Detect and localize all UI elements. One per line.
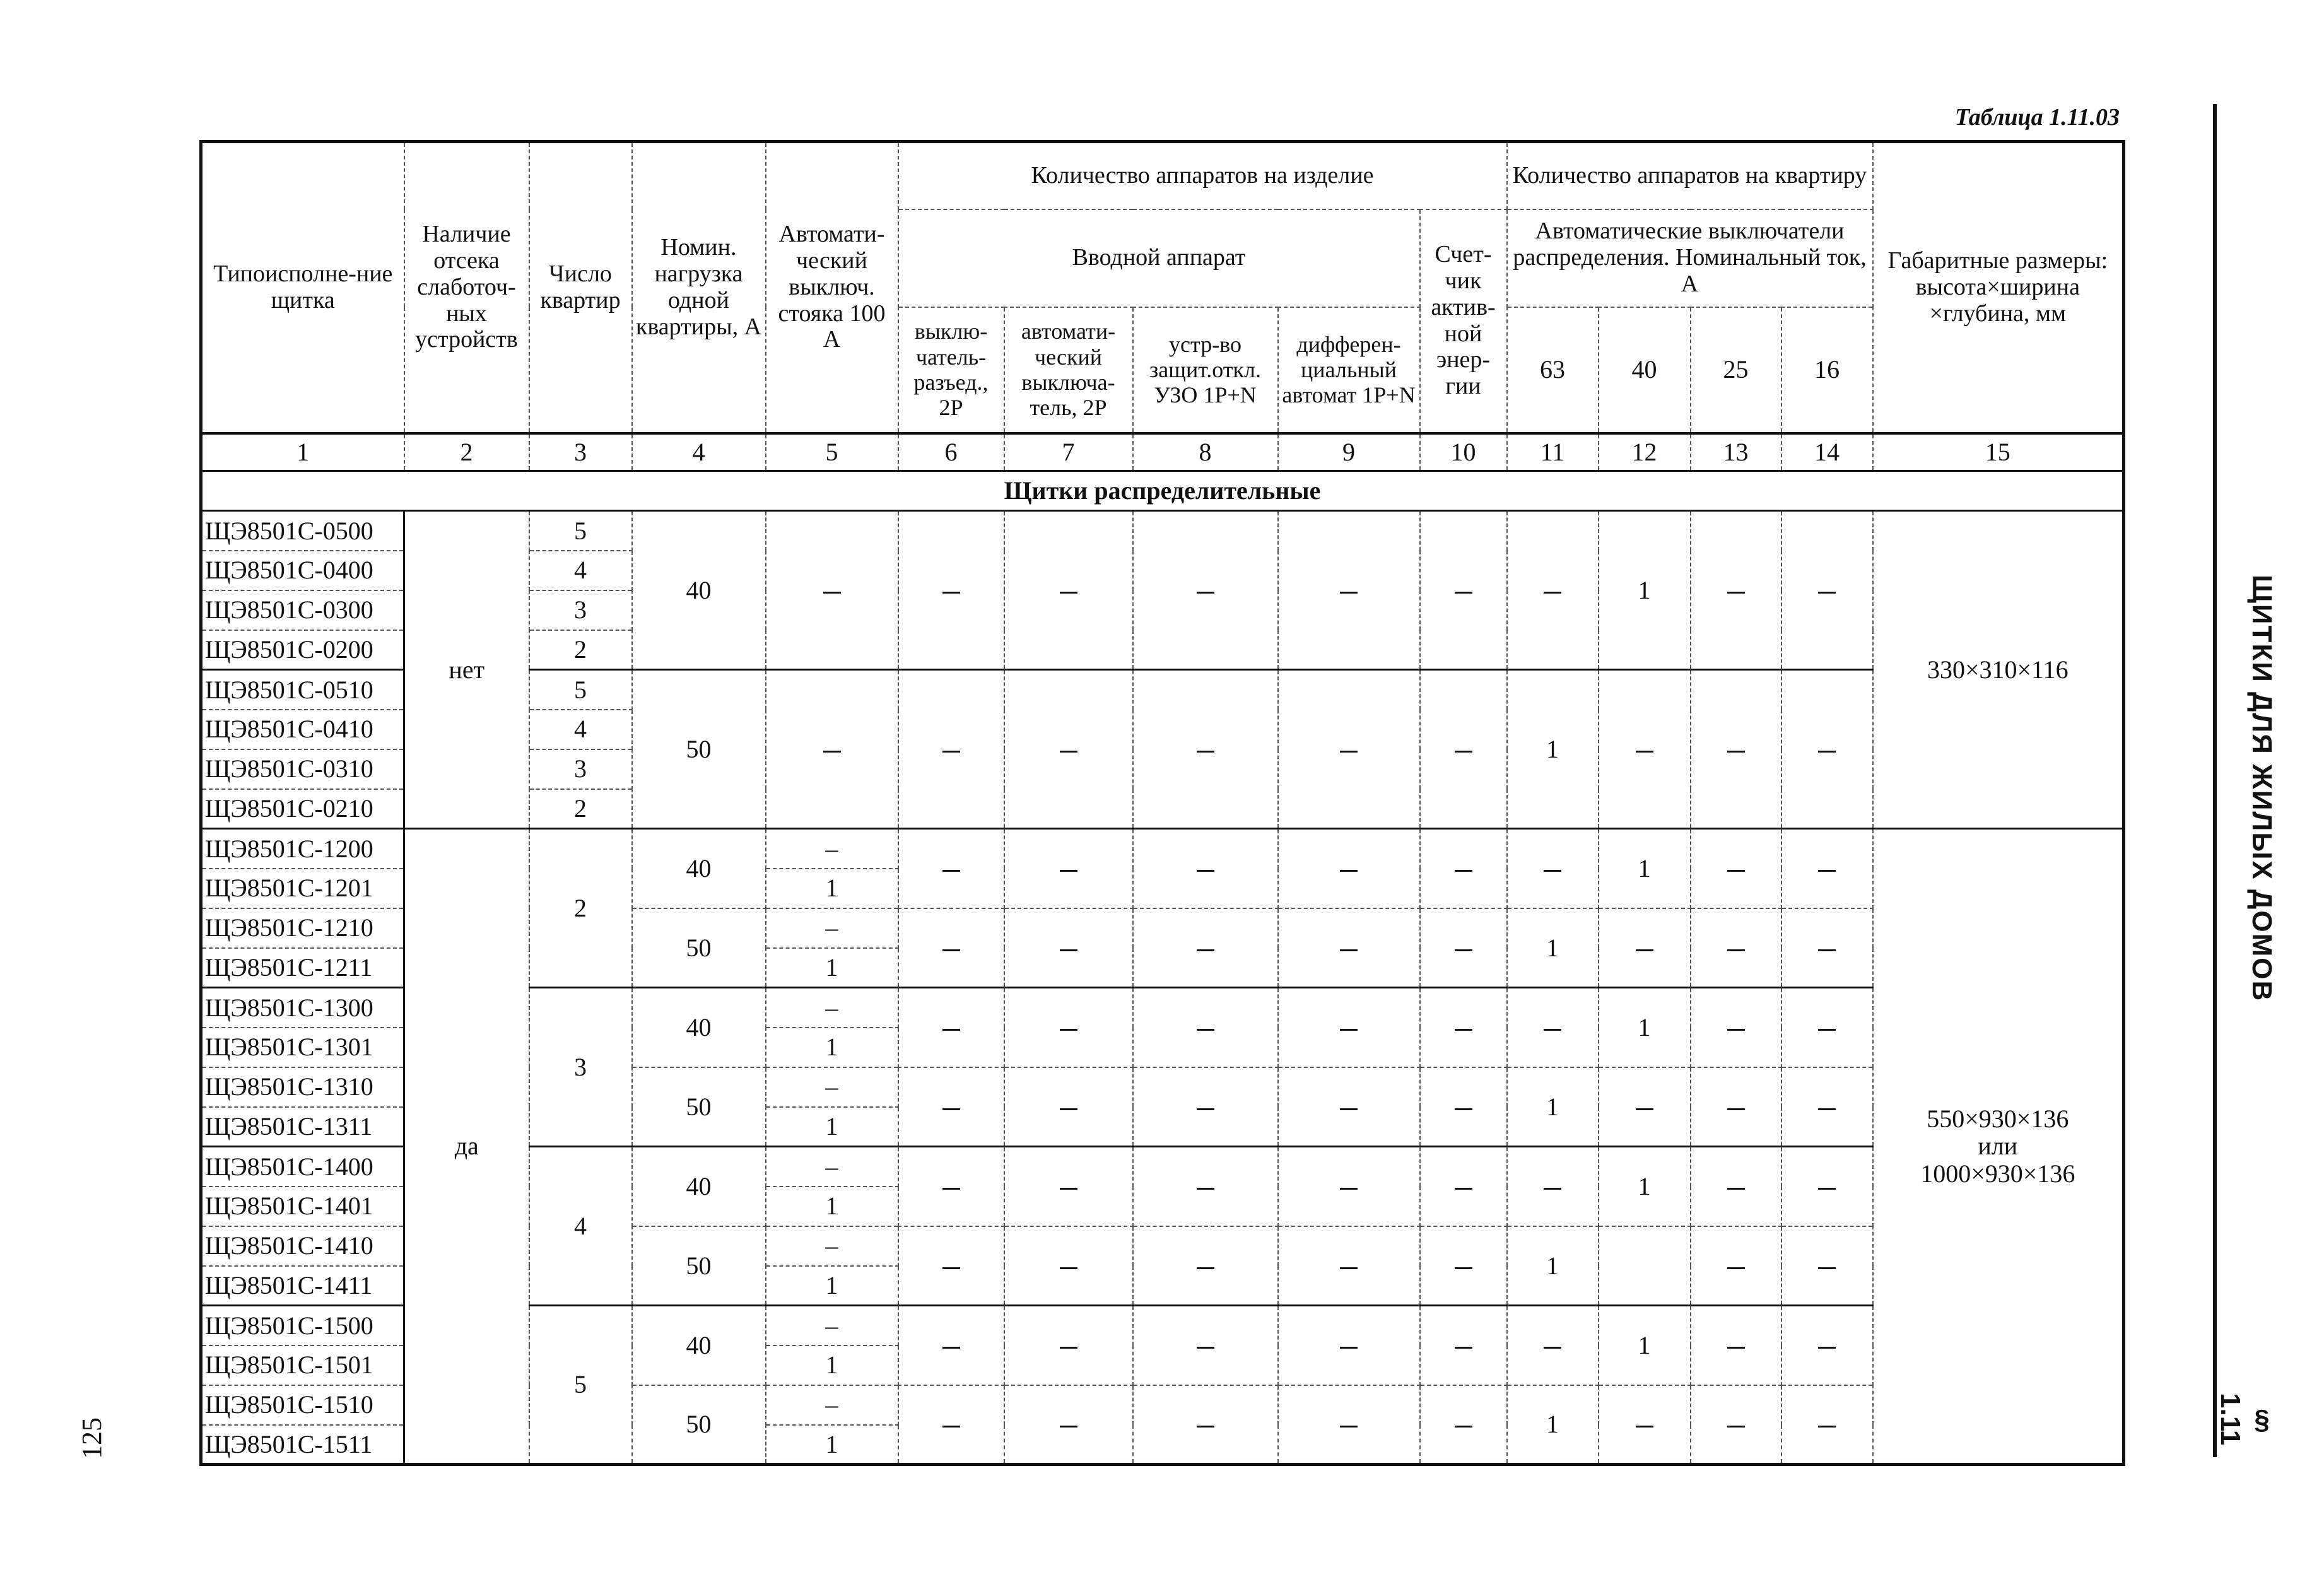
a40-count: 1 xyxy=(1599,1147,1691,1226)
a25-none xyxy=(1691,670,1781,829)
load-value: 40 xyxy=(632,511,766,670)
rcd-none xyxy=(1133,1147,1278,1226)
diff-auto-none xyxy=(1278,1226,1420,1306)
riser-count: 1 xyxy=(766,1107,898,1147)
model-code: ЩЭ8501С-0400 xyxy=(201,551,404,590)
diff-auto-none xyxy=(1278,670,1420,829)
dash-mark xyxy=(942,592,960,594)
riser-count: 1 xyxy=(766,1028,898,1067)
dash-mark xyxy=(1818,1029,1836,1031)
a63-count: 1 xyxy=(1507,1385,1599,1465)
load-value: 40 xyxy=(632,1306,766,1385)
a16-none xyxy=(1781,1306,1873,1385)
dash-mark xyxy=(1060,949,1077,951)
switch-none xyxy=(898,670,1004,829)
model-code: ЩЭ8501С-1201 xyxy=(201,869,404,908)
dash-mark xyxy=(1727,1347,1745,1349)
lowcurrent-yes: да xyxy=(404,829,529,1465)
auto-switch-none xyxy=(1004,511,1133,670)
riser-none: – xyxy=(766,908,898,948)
col-number: 12 xyxy=(1599,433,1691,471)
dash-mark xyxy=(1340,870,1358,872)
auto-switch-none xyxy=(1004,1147,1133,1226)
meter-none xyxy=(1420,1067,1507,1147)
meter-none xyxy=(1420,1226,1507,1306)
header-meter: Счет-чик актив-ной энер-гии xyxy=(1420,209,1507,433)
a25-none xyxy=(1691,511,1781,670)
meter-none xyxy=(1420,829,1507,908)
diff-auto-none xyxy=(1278,1067,1420,1147)
dimensions-large xyxy=(1873,829,2124,1465)
a63-count: 1 xyxy=(1507,670,1599,829)
dash-mark xyxy=(942,1108,960,1110)
dash-mark xyxy=(823,592,841,594)
meter-none xyxy=(1420,988,1507,1067)
model-code: ЩЭ8501С-0300 xyxy=(201,590,404,630)
a25-none xyxy=(1691,908,1781,988)
model-code: ЩЭ8501С-1310 xyxy=(201,1067,404,1107)
meter-none xyxy=(1420,1147,1507,1226)
diff-auto-none xyxy=(1278,829,1420,908)
dash-mark xyxy=(1727,1108,1745,1110)
header-dimensions: Габаритные размеры: высота×ширина ×глубина, мм xyxy=(1873,142,2124,433)
a25-none xyxy=(1691,1067,1781,1147)
dash-mark xyxy=(1818,1188,1836,1190)
dash-mark xyxy=(942,1426,960,1428)
a16-none xyxy=(1781,988,1873,1067)
apartments-count: 5 xyxy=(529,511,632,551)
apartments-count: 3 xyxy=(529,749,632,789)
model-code: ЩЭ8501С-1500 xyxy=(201,1306,404,1345)
model-code: ЩЭ8501С-1501 xyxy=(201,1345,404,1385)
dash-mark xyxy=(1455,751,1472,753)
riser-none xyxy=(766,511,898,670)
dash-mark xyxy=(1544,1347,1561,1349)
a63-count: 1 xyxy=(1507,1067,1599,1147)
rcd-none xyxy=(1133,511,1278,670)
model-code: ЩЭ8501С-1311 xyxy=(201,1107,404,1147)
a40-empty xyxy=(1599,1226,1691,1306)
table-caption: Таблица 1.11.03 xyxy=(1954,104,2120,131)
apartments-count: 5 xyxy=(529,670,632,710)
switch-none xyxy=(898,1385,1004,1465)
dash-mark xyxy=(1818,1267,1836,1269)
model-code: ЩЭ8501С-0200 xyxy=(201,630,404,670)
a40-count: 1 xyxy=(1599,988,1691,1067)
auto-switch-none xyxy=(1004,829,1133,908)
dimensions-small: 330×310×116 xyxy=(1873,511,2124,829)
riser-count: 1 xyxy=(766,948,898,988)
auto-switch-none xyxy=(1004,988,1133,1067)
load-value: 50 xyxy=(632,1067,766,1147)
dash-mark xyxy=(1818,870,1836,872)
col-number: 1 xyxy=(201,433,404,471)
dash-mark xyxy=(1818,1108,1836,1110)
dash-mark xyxy=(1455,1347,1472,1349)
col-number: 13 xyxy=(1691,433,1781,471)
dash-mark xyxy=(1060,1267,1077,1269)
a40-none xyxy=(1599,908,1691,988)
header-input-device: Вводной аппарат xyxy=(898,209,1420,307)
load-value: 50 xyxy=(632,1385,766,1465)
header-load: Номин. нагрузка одной квартиры, А xyxy=(632,142,766,433)
riser-count: 1 xyxy=(766,1425,898,1465)
dash-mark xyxy=(942,1188,960,1190)
dash-mark xyxy=(1818,751,1836,753)
a63-count: 1 xyxy=(1507,908,1599,988)
dash-mark xyxy=(1060,1029,1077,1031)
apartments-count: 2 xyxy=(529,630,632,670)
a25-none xyxy=(1691,1226,1781,1306)
apartments-count: 2 xyxy=(529,829,632,988)
dash-mark xyxy=(1060,1426,1077,1428)
load-value: 40 xyxy=(632,829,766,908)
dash-mark xyxy=(1060,1188,1077,1190)
a63-count: 1 xyxy=(1507,1226,1599,1306)
col-number: 2 xyxy=(404,433,529,471)
a40-none xyxy=(1599,1067,1691,1147)
model-code: ЩЭ8501С-0410 xyxy=(201,710,404,749)
model-code: ЩЭ8501С-1210 xyxy=(201,908,404,948)
switch-none xyxy=(898,1067,1004,1147)
col-number: 6 xyxy=(898,433,1004,471)
dash-mark xyxy=(1340,751,1358,753)
riser-none: – xyxy=(766,1306,898,1345)
header-63a: 63 xyxy=(1507,307,1599,433)
col-number: 9 xyxy=(1278,433,1420,471)
col-number: 15 xyxy=(1873,433,2124,471)
dash-mark xyxy=(1340,1029,1358,1031)
lowcurrent-no: нет xyxy=(404,511,529,829)
dash-mark xyxy=(1544,592,1561,594)
devices-table xyxy=(199,140,2125,1466)
riser-none: – xyxy=(766,1385,898,1425)
col-number: 11 xyxy=(1507,433,1599,471)
col-number: 7 xyxy=(1004,433,1133,471)
dash-mark xyxy=(823,751,841,753)
riser-count: 1 xyxy=(766,1187,898,1226)
model-code: ЩЭ8501С-1211 xyxy=(201,948,404,988)
a40-count: 1 xyxy=(1599,829,1691,908)
a16-none xyxy=(1781,1067,1873,1147)
col-number: 8 xyxy=(1133,433,1278,471)
dash-mark xyxy=(1197,949,1214,951)
meter-none xyxy=(1420,1306,1507,1385)
switch-none xyxy=(898,1226,1004,1306)
model-code: ЩЭ8501С-1300 xyxy=(201,988,404,1028)
dash-mark xyxy=(1340,1267,1358,1269)
switch-none xyxy=(898,908,1004,988)
header-row-1 xyxy=(201,142,2124,209)
meter-none xyxy=(1420,1385,1507,1465)
dash-mark xyxy=(1340,949,1358,951)
switch-none xyxy=(898,988,1004,1067)
apartments-count: 4 xyxy=(529,1147,632,1306)
header-16a: 16 xyxy=(1781,307,1873,433)
a63-none xyxy=(1507,1147,1599,1226)
dimensions-option-1: 550×930×136 xyxy=(1927,1105,2069,1134)
a16-none xyxy=(1781,1147,1873,1226)
dash-mark xyxy=(1455,1426,1472,1428)
switch-none xyxy=(898,829,1004,908)
riser-none: – xyxy=(766,829,898,869)
dash-mark xyxy=(1727,870,1745,872)
dash-mark xyxy=(1060,592,1077,594)
dash-mark xyxy=(942,1347,960,1349)
header-40a: 40 xyxy=(1599,307,1691,433)
rcd-none xyxy=(1133,1385,1278,1465)
table-row xyxy=(201,511,2124,551)
header-per-product: Количество аппаратов на изделие xyxy=(898,142,1507,209)
model-code: ЩЭ8501С-1301 xyxy=(201,1028,404,1067)
riser-none: – xyxy=(766,1067,898,1107)
rcd-none xyxy=(1133,1067,1278,1147)
switch-none xyxy=(898,511,1004,670)
dash-mark xyxy=(942,1029,960,1031)
dash-mark xyxy=(1544,1029,1561,1031)
model-code: ЩЭ8501С-1400 xyxy=(201,1147,404,1187)
dash-mark xyxy=(1060,870,1077,872)
model-code: ЩЭ8501С-1410 xyxy=(201,1226,404,1266)
auto-switch-none xyxy=(1004,1067,1133,1147)
rcd-none xyxy=(1133,670,1278,829)
dash-mark xyxy=(1197,1426,1214,1428)
load-value: 40 xyxy=(632,1147,766,1226)
switch-none xyxy=(898,1147,1004,1226)
auto-switch-none xyxy=(1004,1226,1133,1306)
dash-mark xyxy=(1340,1108,1358,1110)
dash-mark xyxy=(1636,751,1653,753)
auto-switch-none xyxy=(1004,670,1133,829)
header-type: Типоисполне-ние щитка xyxy=(201,142,404,433)
dash-mark xyxy=(1197,1267,1214,1269)
auto-switch-none xyxy=(1004,1306,1133,1385)
col-number: 10 xyxy=(1420,433,1507,471)
a40-none xyxy=(1599,670,1691,829)
rcd-none xyxy=(1133,829,1278,908)
meter-none xyxy=(1420,511,1507,670)
col-number: 4 xyxy=(632,433,766,471)
dash-mark xyxy=(1727,751,1745,753)
rcd-none xyxy=(1133,988,1278,1067)
dash-mark xyxy=(942,751,960,753)
dash-mark xyxy=(1727,1188,1745,1190)
col-number: 5 xyxy=(766,433,898,471)
dash-mark xyxy=(1340,1426,1358,1428)
a25-none xyxy=(1691,829,1781,908)
a40-count: 1 xyxy=(1599,1306,1691,1385)
dash-mark xyxy=(1340,1188,1358,1190)
auto-switch-none xyxy=(1004,1385,1133,1465)
diff-auto-none xyxy=(1278,1147,1420,1226)
section-row xyxy=(201,471,2124,511)
a63-none xyxy=(1507,511,1599,670)
dash-mark xyxy=(1197,1108,1214,1110)
diff-auto-none xyxy=(1278,1385,1420,1465)
dash-mark xyxy=(1818,1426,1836,1428)
col-number: 14 xyxy=(1781,433,1873,471)
dash-mark xyxy=(1060,1347,1077,1349)
dash-mark xyxy=(1340,1347,1358,1349)
dash-mark xyxy=(1818,592,1836,594)
dash-mark xyxy=(1197,1029,1214,1031)
header-lowcurrent: Наличие отсека слаботоч-ных устройств xyxy=(404,142,529,433)
dash-mark xyxy=(1818,1347,1836,1349)
dash-mark xyxy=(1455,1029,1472,1031)
table-row xyxy=(201,829,2124,869)
model-code: ЩЭ8501С-0310 xyxy=(201,749,404,789)
diff-auto-none xyxy=(1278,1306,1420,1385)
dash-mark xyxy=(1197,1188,1214,1190)
riser-count: 1 xyxy=(766,869,898,908)
model-code: ЩЭ8501С-0210 xyxy=(201,789,404,829)
model-code: ЩЭ8501С-1510 xyxy=(201,1385,404,1425)
section-title: Щитки распределительные xyxy=(201,471,2124,511)
a16-none xyxy=(1781,670,1873,829)
dash-mark xyxy=(1455,592,1472,594)
model-code: ЩЭ8501С-0510 xyxy=(201,670,404,710)
side-title: ЩИТКИ ДЛЯ ЖИЛЫХ ДОМОВ xyxy=(2246,575,2277,1002)
dash-mark xyxy=(1455,949,1472,951)
dash-mark xyxy=(1727,949,1745,951)
dimensions-option-2: 1000×930×136 xyxy=(1920,1159,2075,1188)
meter-none xyxy=(1420,908,1507,988)
dash-mark xyxy=(942,949,960,951)
diff-auto-none xyxy=(1278,511,1420,670)
riser-none xyxy=(766,670,898,829)
model-code: ЩЭ8501С-1511 xyxy=(201,1425,404,1465)
rcd-none xyxy=(1133,908,1278,988)
switch-none xyxy=(898,1306,1004,1385)
side-rule xyxy=(2213,104,2217,1457)
dash-mark xyxy=(1060,1108,1077,1110)
dash-mark xyxy=(1455,1188,1472,1190)
apartments-count: 2 xyxy=(529,789,632,829)
a25-none xyxy=(1691,988,1781,1067)
model-code: ЩЭ8501С-0500 xyxy=(201,511,404,551)
load-value: 40 xyxy=(632,988,766,1067)
dash-mark xyxy=(1197,592,1214,594)
meter-none xyxy=(1420,670,1507,829)
diff-auto-none xyxy=(1278,988,1420,1067)
header-rcd: устр-во защит.откл. УЗО 1Р+N xyxy=(1133,307,1278,433)
apartments-count: 4 xyxy=(529,710,632,749)
dash-mark xyxy=(1455,1108,1472,1110)
dash-mark xyxy=(1197,870,1214,872)
side-section: § 1.11 xyxy=(2215,1393,2277,1446)
dash-mark xyxy=(1060,751,1077,753)
dash-mark xyxy=(1455,870,1472,872)
dash-mark xyxy=(1727,1426,1745,1428)
a25-none xyxy=(1691,1147,1781,1226)
dash-mark xyxy=(1636,949,1653,951)
a63-none xyxy=(1507,829,1599,908)
dash-mark xyxy=(942,870,960,872)
a16-none xyxy=(1781,1226,1873,1306)
a25-none xyxy=(1691,1385,1781,1465)
apartments-count: 4 xyxy=(529,551,632,590)
dash-mark xyxy=(1455,1267,1472,1269)
load-value: 50 xyxy=(632,670,766,829)
header-25a: 25 xyxy=(1691,307,1781,433)
a16-none xyxy=(1781,511,1873,670)
dash-mark xyxy=(1340,592,1358,594)
a63-none xyxy=(1507,1306,1599,1385)
apartments-count: 3 xyxy=(529,590,632,630)
header-apartments: Число квартир xyxy=(529,142,632,433)
dash-mark xyxy=(1636,1426,1653,1428)
riser-none: – xyxy=(766,1226,898,1266)
load-value: 50 xyxy=(632,1226,766,1306)
model-code: ЩЭ8501С-1411 xyxy=(201,1266,404,1306)
page-number: 125 xyxy=(76,1417,107,1459)
header-per-apartment: Количество аппаратов на квартиру xyxy=(1507,142,1873,209)
model-code: ЩЭ8501С-1200 xyxy=(201,829,404,869)
header-riser-breaker: Автомати-ческий выключ. стояка 100 А xyxy=(766,142,898,433)
dimensions-or: или xyxy=(1978,1132,2018,1161)
header-switch: выклю-чатель-разъед., 2Р xyxy=(898,307,1004,433)
col-number: 3 xyxy=(529,433,632,471)
dash-mark xyxy=(1197,1347,1214,1349)
dash-mark xyxy=(1818,949,1836,951)
dash-mark xyxy=(1544,1188,1561,1190)
dash-mark xyxy=(1727,1029,1745,1031)
a63-none xyxy=(1507,988,1599,1067)
header-diff-auto: дифферен-циальный автомат 1Р+N xyxy=(1278,307,1420,433)
dash-mark xyxy=(942,1267,960,1269)
model-code: ЩЭ8501С-1401 xyxy=(201,1187,404,1226)
a16-none xyxy=(1781,908,1873,988)
dash-mark xyxy=(1727,592,1745,594)
load-value: 50 xyxy=(632,908,766,988)
a40-count: 1 xyxy=(1599,511,1691,670)
rcd-none xyxy=(1133,1306,1278,1385)
dash-mark xyxy=(1727,1267,1745,1269)
diff-auto-none xyxy=(1278,908,1420,988)
rcd-none xyxy=(1133,1226,1278,1306)
a40-none xyxy=(1599,1385,1691,1465)
header-distribution: Автоматические выключатели распределения. Номинальный ток, А xyxy=(1507,209,1873,307)
column-numbers-row xyxy=(201,433,2124,471)
apartments-count: 5 xyxy=(529,1306,632,1465)
riser-none: – xyxy=(766,1147,898,1187)
dash-mark xyxy=(1197,751,1214,753)
a16-none xyxy=(1781,829,1873,908)
a16-none xyxy=(1781,1385,1873,1465)
dash-mark xyxy=(1636,1108,1653,1110)
riser-count: 1 xyxy=(766,1345,898,1385)
auto-switch-none xyxy=(1004,908,1133,988)
a25-none xyxy=(1691,1306,1781,1385)
riser-none: – xyxy=(766,988,898,1028)
apartments-count: 3 xyxy=(529,988,632,1147)
riser-count: 1 xyxy=(766,1266,898,1306)
dash-mark xyxy=(1544,870,1561,872)
header-auto-switch: автомати-ческий выключа-тель, 2Р xyxy=(1004,307,1133,433)
